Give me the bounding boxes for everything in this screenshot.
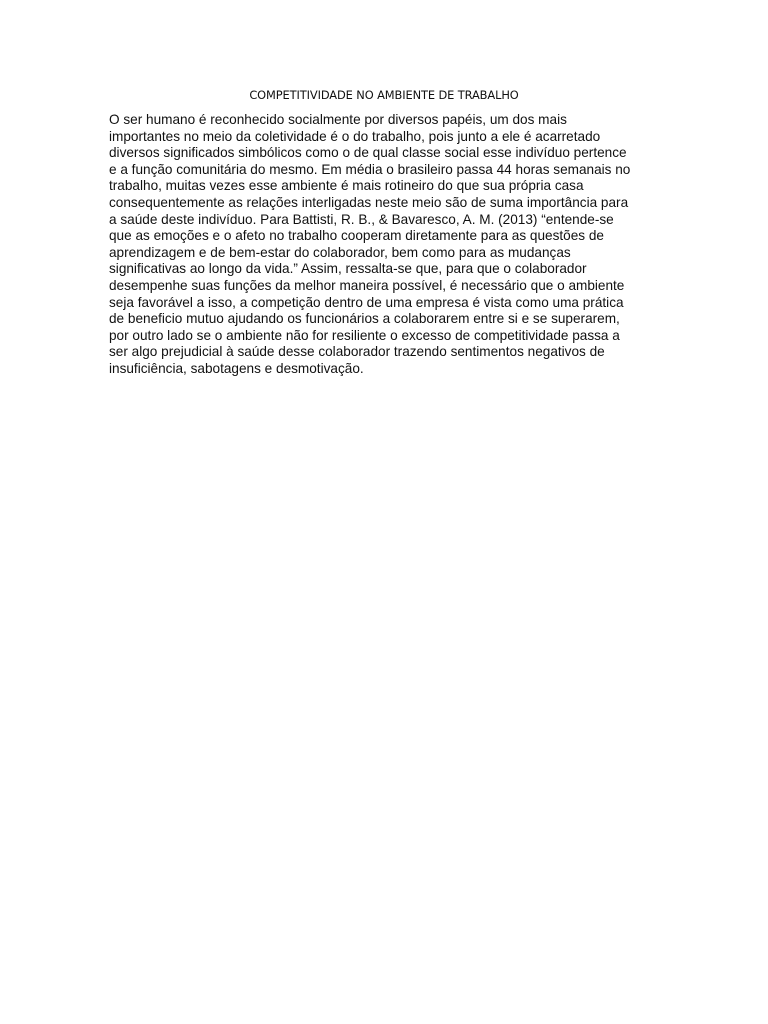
body-line: importantes no meio da coletividade é o do trabalho, pois junto a ele é acarretado (109, 128, 601, 144)
body-line: desempenhe suas funções da melhor maneira possível, é necessário que o ambiente (109, 277, 625, 293)
body-line: seja favorável a isso, a competição dentro de uma empresa é vista como uma prática (109, 294, 624, 310)
body-line: O ser humano é reconhecido socialmente por diversos papéis, um dos mais (109, 112, 567, 127)
body-line: significativas ao longo da vida.” Assim, ressalta-se que, para que o colaborador (109, 261, 587, 277)
body-line: consequentemente as relações interligadas neste meio são de suma importância para (109, 194, 629, 210)
body-line: que as emoções e o afeto no trabalho cooperam diretamente para as questões de (109, 228, 604, 244)
body-line: trabalho, muitas vezes esse ambiente é mais rotineiro do que sua própria casa (109, 178, 584, 194)
body-line: ser algo prejudicial à saúde desse colaborador trazendo sentimentos negativos de (109, 344, 605, 360)
body-line: e a função comunitária do mesmo. Em média o brasileiro passa 44 horas semanais no (109, 161, 631, 177)
body-line: insuficiência, sabotagens e desmotivação. (109, 360, 364, 376)
body-line: aprendizagem e de bem-estar do colaborador, bem como para as mudanças (109, 244, 571, 260)
body-line: de beneficio mutuo ajudando os funcionários a colaborarem entre si e se superarem, (109, 311, 620, 327)
document-title: COMPETITIVIDADE NO AMBIENTE DE TRABALHO (249, 88, 519, 102)
document-body (109, 112, 657, 378)
body-line: diversos significados simbólicos como o de qual classe social esse indivíduo pertence (109, 145, 627, 161)
body-line: por outro lado se o ambiente não for resiliente o excesso de competitividade passa a (109, 327, 620, 343)
body-line: a saúde deste indivíduo. Para Battisti, R. B., & Bavaresco, A. M. (2013) “entende-se (109, 211, 614, 227)
